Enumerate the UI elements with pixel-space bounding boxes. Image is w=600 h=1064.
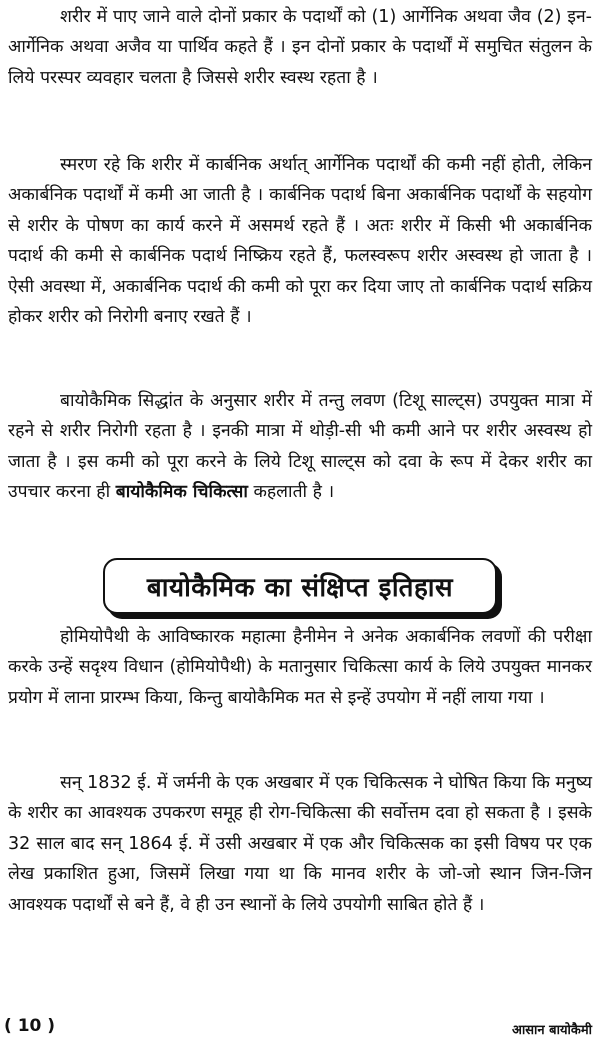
section-heading-box xyxy=(103,558,497,614)
paragraph-organic-inorganic: शरीर में पाए जाने वाले दोनों प्रकार के पदार्थों को (1) आर्गेनिक अथवा जैव (2) इन-आर्गेनिक अथवा अजैव या पार्थिव कहते हैं । इन दोनों प्रकार के पदार्थों में समुचित संतुलन के लिये परस्पर व्यवहार चलता है जिससे शरीर स्वस्थ रहता है । xyxy=(8,7,592,88)
paragraph-deficiency: स्मरण रहे कि शरीर में कार्बनिक अर्थात् आर्गेनिक पदार्थों की कमी नहीं होती, लेकिन अकार्बनिक पदार्थों में कमी आ जाती है । कार्बनिक पदार्थ बिना अकार्बनिक पदार्थों के सहयोग से शरीर के पोषण का कार्य करने में असमर्थ रहते हैं । अतः शरीर में किसी भी अकार्बनिक पदार्थ की कमी से कार्बनिक पदार्थ निष्क्रिय रहते हैं, फलस्वरूप शरीर अस्वस्थ हो जाता है । ऐसी अवस्था में, अकार्बनिक पदार्थ की कमी को पूरा कर दिया जाए तो कार्बनिक पदार्थ सक्रिय होकर शरीर को निरोगी बनाए रखते हैं । xyxy=(8,155,592,328)
page-number: ( 10 ) xyxy=(4,1016,56,1036)
paragraph-biochemic-principle-end: कहलाती है । xyxy=(247,482,335,503)
paragraph-history-1832: सन् 1832 ई. में जर्मनी के एक अखबार में एक चिकित्सक ने घोषित किया कि मनुष्य के शरीर का आवश्यक उपकरण समूह ही रोग-चिकित्सा की सर्वोत्तम दवा हो सकता है । इसके 32 साल बाद सन् 1864 ई. में उसी अखबार में एक और चिकित्सक का इसी विषय पर एक लेख प्रकाशित हुआ, जिसमें लिखा गया था कि मानव शरीर के जो-जो स्थान जिन-जिन आवश्यक पदार्थों से बने हैं, वे ही उन स्थानों के लिये उपयोगी साबित होते हैं । xyxy=(8,773,592,915)
paragraph-biochemic-principle xyxy=(8,386,592,508)
section-heading: बायोकैमिक का संक्षिप्त इतिहास xyxy=(146,573,454,603)
paragraph-biochemic-principle-text: बायोकैमिक सिद्धांत के अनुसार शरीर में तन्तु लवण (टिशू साल्ट्स) उपयुक्त मात्रा में रहने से शरीर निरोगी रहता है । इनकी मात्रा में थोड़ी-सी भी कमी आने पर शरीर अस्वस्थ हो जाता है । इस कमी को पूरा करने के लिये टिशू साल्ट्स को दवा के रूप में देकर शरीर का उपचार करना ही xyxy=(8,391,592,503)
biochemic-therapy-term: बायोकैमिक चिकित्सा xyxy=(115,482,248,503)
paragraph-hahnemann: होमियोपैथी के आविष्कारक महात्मा हैनीमेन ने अनेक अकार्बनिक लवणों की परीक्षा करके उन्हें सदृश्य विधान (होमियोपैथी) के मतानुसार चिकित्सा कार्य के लिये उपयुक्त मानकर प्रयोग में लाना प्रारम्भ किया, किन्तु बायोकैमिक मत से इन्हें उपयोग में नहीं लाया गया । xyxy=(8,627,592,708)
running-title: आसान बायोकैमी xyxy=(511,1023,592,1038)
